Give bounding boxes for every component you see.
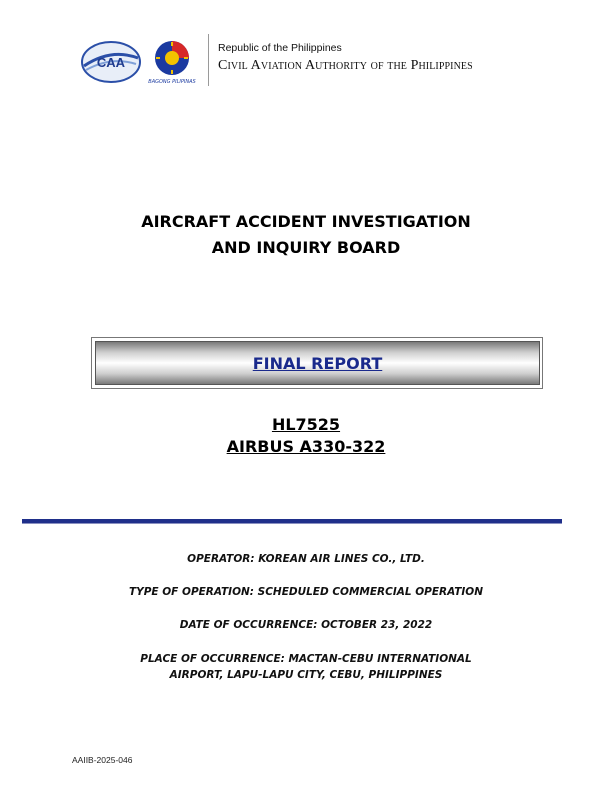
- bagong-pilipinas-logo: [146, 38, 198, 86]
- occurrence-place-line2: AIRPORT, LAPU-LAPU CITY, CEBU, PHILIPPINES: [169, 669, 443, 681]
- occurrence-place: [0, 651, 612, 683]
- header-divider: [208, 34, 209, 86]
- board-title: [0, 209, 612, 261]
- board-title-line2: AND INQUIRY BOARD: [211, 238, 401, 257]
- occurrence-place-line1: PLACE OF OCCURRENCE: MACTAN-CEBU INTERNATIONAL: [140, 653, 472, 665]
- caa-logo: [80, 40, 142, 84]
- occurrence-date-line: DATE OF OCCURRENCE: OCTOBER 23, 2022: [179, 619, 433, 631]
- operator-line: OPERATOR: KOREAN AIR LINES CO., LTD.: [187, 553, 425, 565]
- header-agency: Civil Aviation Authority of the Philippines: [218, 58, 473, 73]
- document-code: AAIIB-2025-046: [72, 755, 133, 765]
- ph-logo-caption: BAGONG PILIPINAS: [148, 79, 196, 85]
- section-divider-shadow: [22, 523, 562, 524]
- board-title-line1: AIRCRAFT ACCIDENT INVESTIGATION: [141, 212, 471, 231]
- final-report-banner: [95, 341, 540, 385]
- header-country: Republic of the Philippines: [218, 42, 342, 54]
- caa-logo-text: CAA: [96, 55, 126, 70]
- operation-type-line: TYPE OF OPERATION: SCHEDULED COMMERCIAL OPERATION: [128, 586, 484, 598]
- final-report-label: FINAL REPORT: [252, 353, 383, 373]
- aircraft-block: [0, 414, 612, 458]
- aircraft-model: AIRBUS A330-322: [226, 437, 386, 456]
- aircraft-registration: HL7525: [271, 415, 341, 434]
